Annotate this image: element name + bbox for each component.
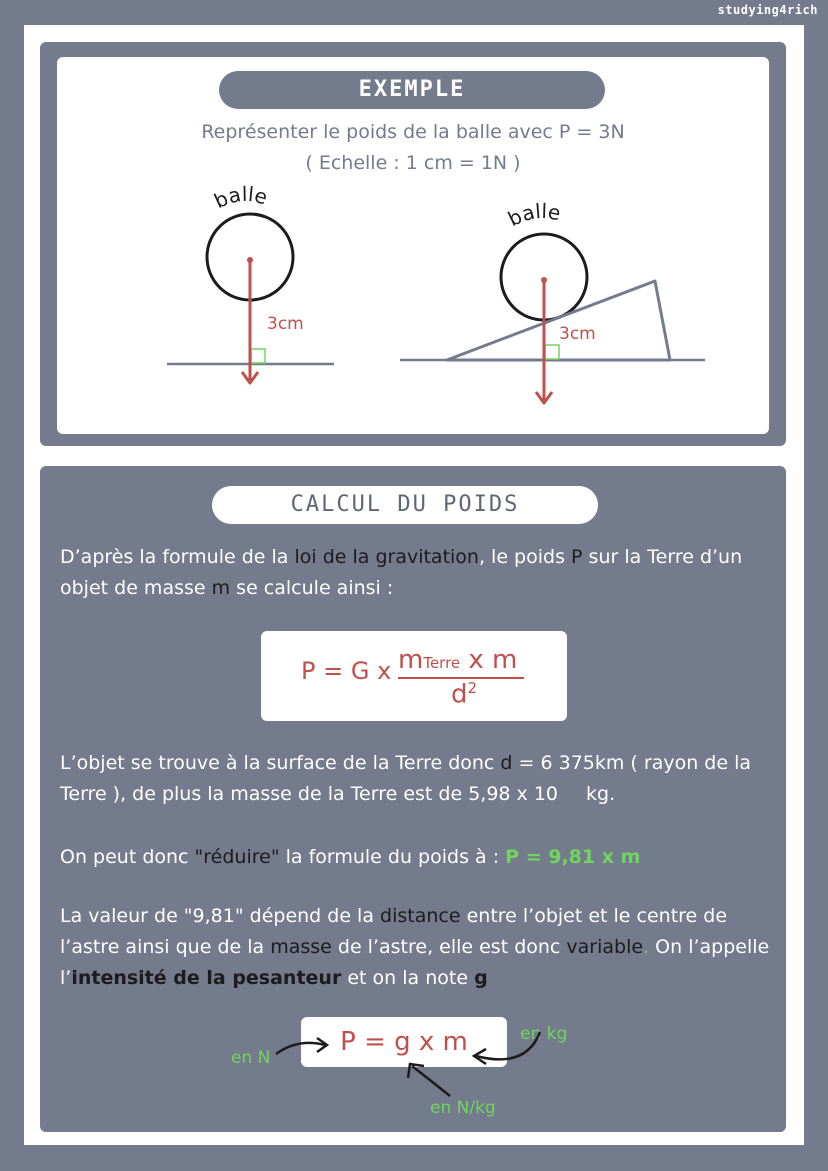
unit-arrows [40,466,786,1132]
arrow-unit-g [412,1066,450,1096]
unit-g-label: en N/kg [430,1098,496,1118]
example-card [57,57,769,434]
example-panel [40,42,786,446]
right-arrow-label: 3cm [559,324,596,344]
example-scale: ( Echelle : 1 cm = 1N ) [305,152,521,174]
right-ball-label: balle [504,198,563,232]
calcul-title: CALCUL DU POIDS [212,486,598,524]
earth-paragraph: L’objet se trouve à la surface de la Terre donc d = 6 375km ( rayon de la Terre ), de plus la masse de la Terre est de 5,98 x 10 kg. [60,752,751,805]
pesanteur-paragraph: La valeur de "9,81" dépend de la distance entre l’objet et le centre de l’astre ainsi que de la masse de l’astre, elle est donc variable. On l’appelle l’intensité de la pesanteur et on la note g [60,905,770,989]
calcul-panel [40,466,786,1132]
weight-diagrams [57,57,769,434]
final-formula: P = g x m [301,1017,507,1067]
brand-watermark: studying4rich [717,3,818,17]
reduced-formula: P = 9,81 x m [505,846,641,868]
reduced-formula-paragraph: On peut donc "réduire" la formule du poids à : P = 9,81 x m [60,846,641,868]
gravitation-formula: P = G x mTerre x m $d^2$ [261,631,567,721]
left-ball-label: balle [210,181,271,214]
loi-gravitation: loi de la gravitation [294,546,479,568]
gravitation-paragraph: D’après la formule de la loi de la gravitation, le poids P sur la Terre d’un objet de masse m se calcule ainsi : [60,546,743,599]
example-statement: Représenter le poids de la balle avec P = 3N [201,121,625,143]
unit-p-label: en N [231,1048,271,1068]
arrow-unit-m [476,1032,540,1059]
example-title: EXEMPLE [219,71,605,109]
left-diagram [167,182,334,383]
right-diagram [400,199,705,403]
left-arrow-label: 3cm [267,314,304,334]
unit-m-label: en kg [520,1024,568,1044]
right-right-angle [545,345,559,359]
left-right-angle [251,349,265,363]
